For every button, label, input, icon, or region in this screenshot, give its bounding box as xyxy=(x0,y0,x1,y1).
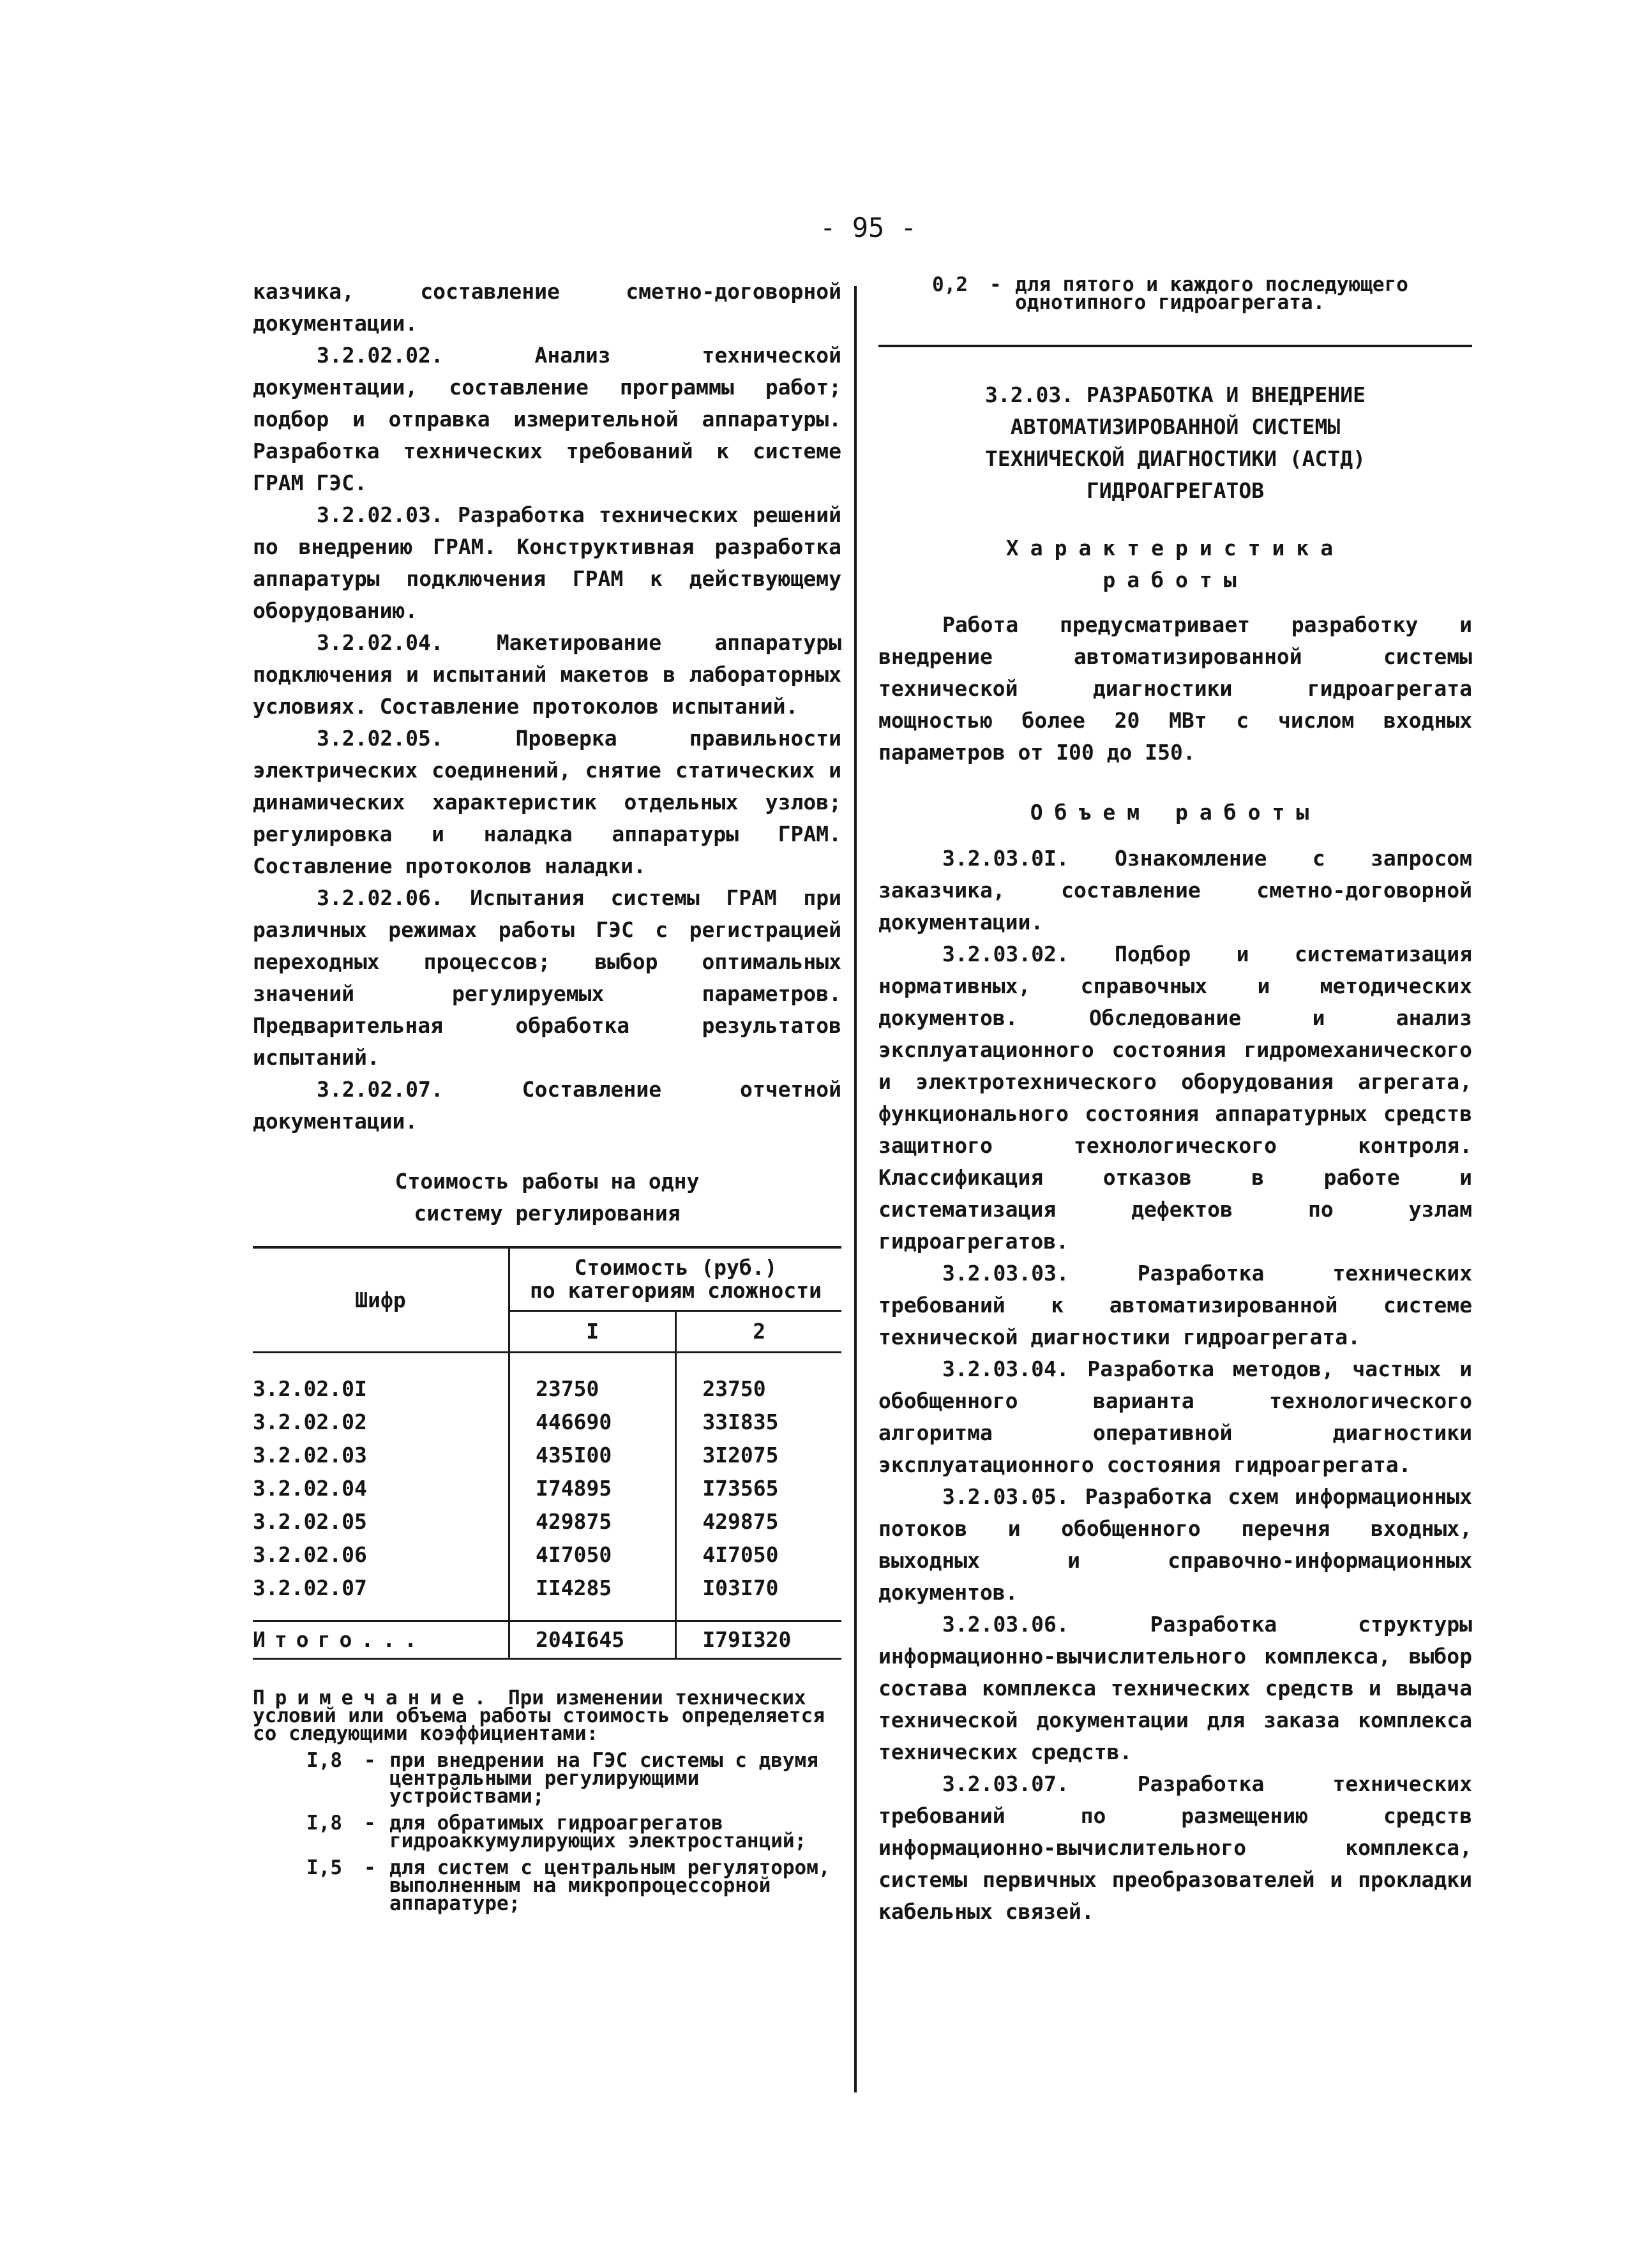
table-row xyxy=(253,1538,841,1572)
column-header-cost-line: по категориям сложности xyxy=(530,1278,822,1303)
row-cost-2: 3I2075 xyxy=(676,1439,841,1472)
row-cost-1: 446690 xyxy=(509,1406,676,1439)
row-cost-2: 429875 xyxy=(676,1505,841,1538)
paragraph: 3.2.03.04. Разработка методов, частных и обобщенного варианта технологического алгоритма оперативной диагностики эксплуатационного состояния гидроагрегата. xyxy=(878,1356,1472,1477)
note-item xyxy=(253,1749,841,1808)
characteristic-text: Работа предусматривает разработку и внедрение автоматизированной системы технической диагностики гидроагрегата мощностью более 20 МВт с числом входных параметров от I00 до I50. xyxy=(878,612,1472,765)
row-cost-1: I74895 xyxy=(509,1472,676,1505)
note-item-text: для систем с центральным регулятором, выполненным на микропроцессорной аппаратуре; xyxy=(389,1856,831,1915)
note-dash: - xyxy=(364,1856,376,1879)
note-label: Примечание. xyxy=(253,1686,497,1709)
scope-heading: Объем работы xyxy=(1030,800,1321,825)
paragraph: 3.2.03.0I. Ознакомление с запросом заказчика, составление сметно-договорной документации. xyxy=(878,846,1472,935)
table-row xyxy=(253,1505,841,1538)
characteristic-heading: Характеристика xyxy=(1005,536,1345,560)
note-item xyxy=(253,1856,841,1915)
table-row xyxy=(253,1472,841,1505)
paragraph: казчика, составление сметно-договорной документации. xyxy=(253,279,841,336)
total-cost-1: 204I645 xyxy=(509,1621,676,1659)
paragraph: 3.2.03.06. Разработка структуры информационно-вычислительного комплекса, выбор состава комплекса технических средств и выдача технической документации для заказа комплекса технических средств. xyxy=(878,1612,1472,1764)
paragraph: 3.2.02.03. Разработка технических решений по внедрению ГРАМ. Конструктивная разработка аппаратуры подключения ГРАМ к действующему оборудованию. xyxy=(253,502,841,623)
table-row xyxy=(253,1353,841,1406)
section-title xyxy=(878,379,1472,507)
row-code: 3.2.02.02 xyxy=(253,1409,367,1434)
row-code: 3.2.02.06 xyxy=(253,1542,367,1567)
paragraph: 3.2.02.05. Проверка правильности электрических соединений, снятие статических и динамических характеристик отдельных узлов; регулировка и наладка аппаратуры ГРАМ. Составление протоколов наладки. xyxy=(253,726,841,878)
row-cost-1: II4285 xyxy=(509,1572,676,1621)
row-cost-1: 4I7050 xyxy=(509,1538,676,1572)
note-dash: - xyxy=(364,1749,376,1772)
column-header-code: Шифр xyxy=(253,1247,509,1353)
note-item xyxy=(253,1814,841,1850)
table-caption: систему регулирования xyxy=(414,1201,681,1226)
note-continuation xyxy=(878,273,1472,314)
cost-table xyxy=(253,1246,841,1660)
column-header-cost xyxy=(509,1247,842,1311)
table-row xyxy=(253,1439,841,1472)
section-title-line: ТЕХНИЧЕСКОЙ ДИАГНОСТИКИ (АСТД) xyxy=(984,446,1366,471)
note-item-text: при внедрении на ГЭС системы с двумя центральными регулирующими устройствами; xyxy=(389,1749,818,1808)
row-cost-1: 23750 xyxy=(509,1353,676,1406)
row-code: 3.2.02.0I xyxy=(253,1376,367,1401)
row-cost-2: 23750 xyxy=(676,1353,841,1406)
note-text: При изменении технических условий или объема работы стоимость определяется со следующими коэффициентами: xyxy=(253,1686,825,1745)
row-code: 3.2.02.07 xyxy=(253,1575,367,1600)
row-cost-2: 4I7050 xyxy=(676,1538,841,1572)
row-code: 3.2.02.03 xyxy=(253,1443,367,1468)
row-code: 3.2.02.04 xyxy=(253,1476,367,1501)
row-code: 3.2.02.05 xyxy=(253,1509,367,1534)
note-coefficient: I,8 xyxy=(306,1812,342,1835)
section-title-line: ГИДРОАГРЕГАТОВ xyxy=(1086,478,1265,503)
note xyxy=(253,1686,841,1915)
paragraph: 3.2.02.06. Испытания системы ГРАМ при различных режимах работы ГЭС с регистрацией переходных процессов; выбор оптимальных значений регулируемых параметров. Предварительная обработка результатов испытаний. xyxy=(253,885,841,1070)
row-cost-1: 429875 xyxy=(509,1505,676,1538)
note-dash: - xyxy=(990,273,1002,296)
paragraph: 3.2.03.05. Разработка схем информационных потоков и обобщенного перечня входных, выходных и справочно-информационных документов. xyxy=(878,1484,1472,1605)
table-caption: Стоимость работы на одну xyxy=(395,1169,700,1194)
characteristic-heading: работы xyxy=(1103,567,1248,592)
page-number: - 95 - xyxy=(820,212,917,243)
right-column xyxy=(878,273,1472,1928)
section-title-line: АВТОМАТИЗИРОВАННОЙ СИСТЕМЫ xyxy=(1010,414,1341,439)
note-item-text: для пятого и каждого последующего однотипного гидроагрегата. xyxy=(1015,273,1408,314)
paragraph: 3.2.02.02. Анализ технической документации, составление программы работ; подбор и отправка измерительной аппаратуры. Разработка технических требований к системе ГРАМ ГЭС. xyxy=(253,343,841,495)
paragraph: 3.2.03.02. Подбор и систематизация нормативных, справочных и методических документов. Обследование и анализ эксплуатационного состояния гидромеханического и электротехнического оборудования агрегата, функционального состояния аппаратурных средств защитного технологического контроля. Классификация отказов в работе и систематизация дефектов по узлам гидроагрегатов. xyxy=(878,942,1472,1254)
note-dash: - xyxy=(364,1812,376,1835)
note-coefficient: I,8 xyxy=(306,1749,342,1772)
table-row xyxy=(253,1572,841,1621)
total-cost-2: I79I320 xyxy=(676,1621,841,1659)
row-cost-1: 435I00 xyxy=(509,1439,676,1472)
column-header-category-1: I xyxy=(509,1311,676,1353)
column-divider xyxy=(854,286,857,2092)
paragraph: 3.2.02.04. Макетирование аппаратуры подключения и испытаний макетов в лабораторных условиях. Составление протоколов испытаний. xyxy=(253,630,841,719)
column-header-category-2: 2 xyxy=(676,1311,841,1353)
paragraph: 3.2.02.07. Составление отчетной документации. xyxy=(253,1077,841,1134)
note-coefficient: I,5 xyxy=(306,1856,342,1879)
total-label: Итого... xyxy=(253,1621,509,1659)
row-cost-2: I73565 xyxy=(676,1472,841,1505)
left-column xyxy=(253,276,841,1915)
note-coefficient: 0,2 xyxy=(932,273,968,296)
row-cost-2: I03I70 xyxy=(676,1572,841,1621)
column-header-cost-line: Стоимость (руб.) xyxy=(574,1255,778,1280)
paragraph: 3.2.03.07. Разработка технических требований по размещению средств информационно-вычислительного комплекса, системы первичных преобразователей и прокладки кабельных связей. xyxy=(878,1771,1472,1924)
row-cost-2: 33I835 xyxy=(676,1406,841,1439)
table-total-row xyxy=(253,1621,841,1659)
table-row xyxy=(253,1406,841,1439)
paragraph: 3.2.03.03. Разработка технических требований к автоматизированной системе технической диагностики гидроагрегата. xyxy=(878,1261,1472,1349)
section-title-line: 3.2.03. РАЗРАБОТКА И ВНЕДРЕНИЕ xyxy=(984,382,1366,407)
note-item-text: для обратимых гидроагрегатов гидроаккумулирующих электростанций; xyxy=(389,1812,807,1852)
